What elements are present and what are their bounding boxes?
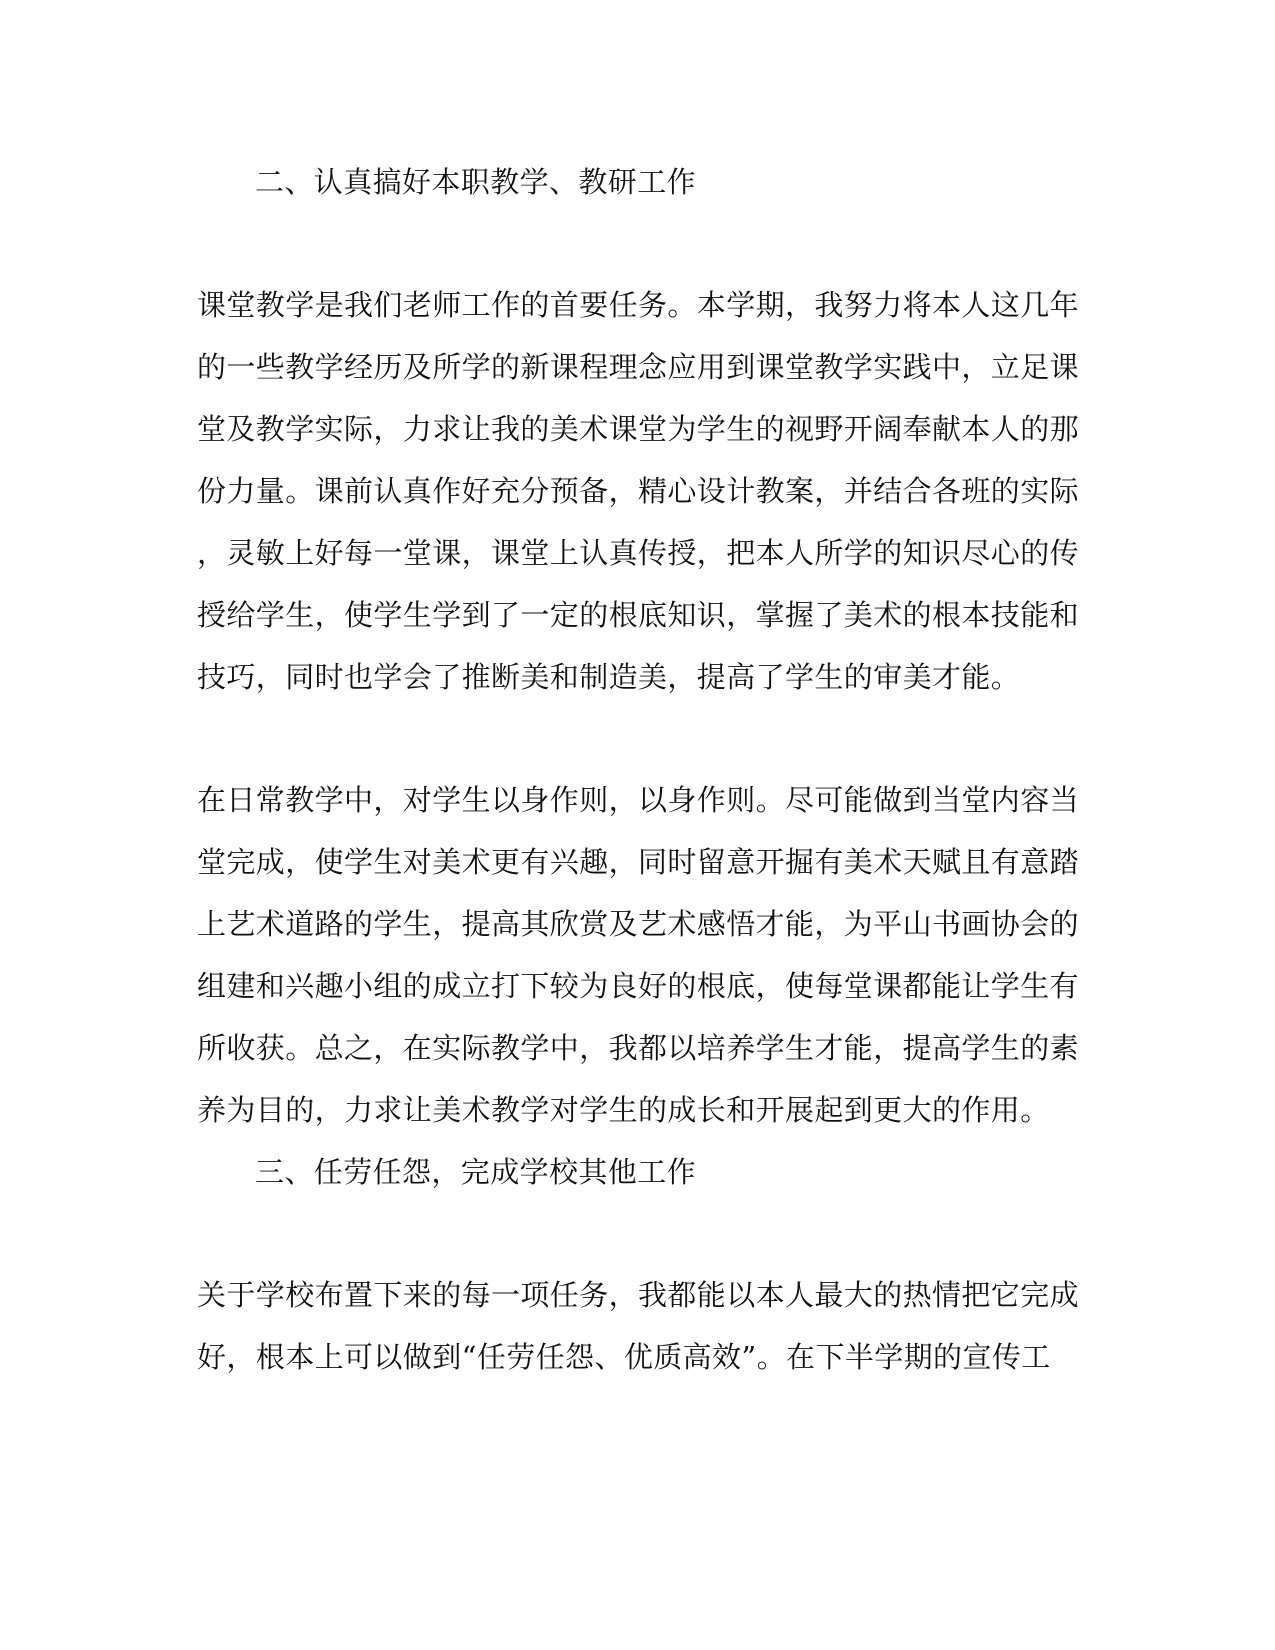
paragraph-line: ，灵敏上好每一堂课，课堂上认真传授，把本人所学的知识尽心的传 [197,536,1080,570]
paragraph-line: 堂及教学实际，力求让我的美术课堂为学生的视野开阔奉献本人的那 [197,412,1080,446]
paragraph-line: 好，根本上可以做到“任劳任怨、优质高效”。在下半学期的宣传工 [197,1340,1051,1374]
paragraph-line: 堂完成，使学生对美术更有兴趣，同时留意开掘有美术天赋且有意踏 [197,845,1080,879]
paragraph-line: 课堂教学是我们老师工作的首要任务。本学期，我努力将本人这几年 [197,288,1080,322]
paragraph-line: 养为目的，力求让美术教学对学生的成长和开展起到更大的作用。 [197,1093,1050,1127]
paragraph-line: 授给学生，使学生学到了一定的根底知识，掌握了美术的根本技能和 [197,598,1080,632]
paragraph-line: 技巧，同时也学会了推断美和制造美，提高了学生的审美才能。 [197,660,1021,694]
section-heading-three: 三、任劳任怨，完成学校其他工作 [255,1155,697,1189]
paragraph-line: 关于学校布置下来的每一项任务，我都能以本人最大的热情把它完成 [197,1278,1080,1312]
paragraph-line: 组建和兴趣小组的成立打下较为良好的根底，使每堂课都能让学生有 [197,969,1080,1003]
paragraph-line: 份力量。课前认真作好充分预备，精心设计教案，并结合各班的实际 [197,474,1080,508]
paragraph-line: 所收获。总之，在实际教学中，我都以培养学生才能，提高学生的素 [197,1031,1080,1065]
paragraph-line: 的一些教学经历及所学的新课程理念应用到课堂教学实践中，立足课 [197,350,1080,384]
paragraph-line: 在日常教学中，对学生以身作则，以身作则。尽可能做到当堂内容当 [197,783,1080,817]
section-heading-two: 二、认真搞好本职教学、教研工作 [255,165,697,199]
paragraph-line: 上艺术道路的学生，提高其欣赏及艺术感悟才能，为平山书画协会的 [197,907,1080,941]
